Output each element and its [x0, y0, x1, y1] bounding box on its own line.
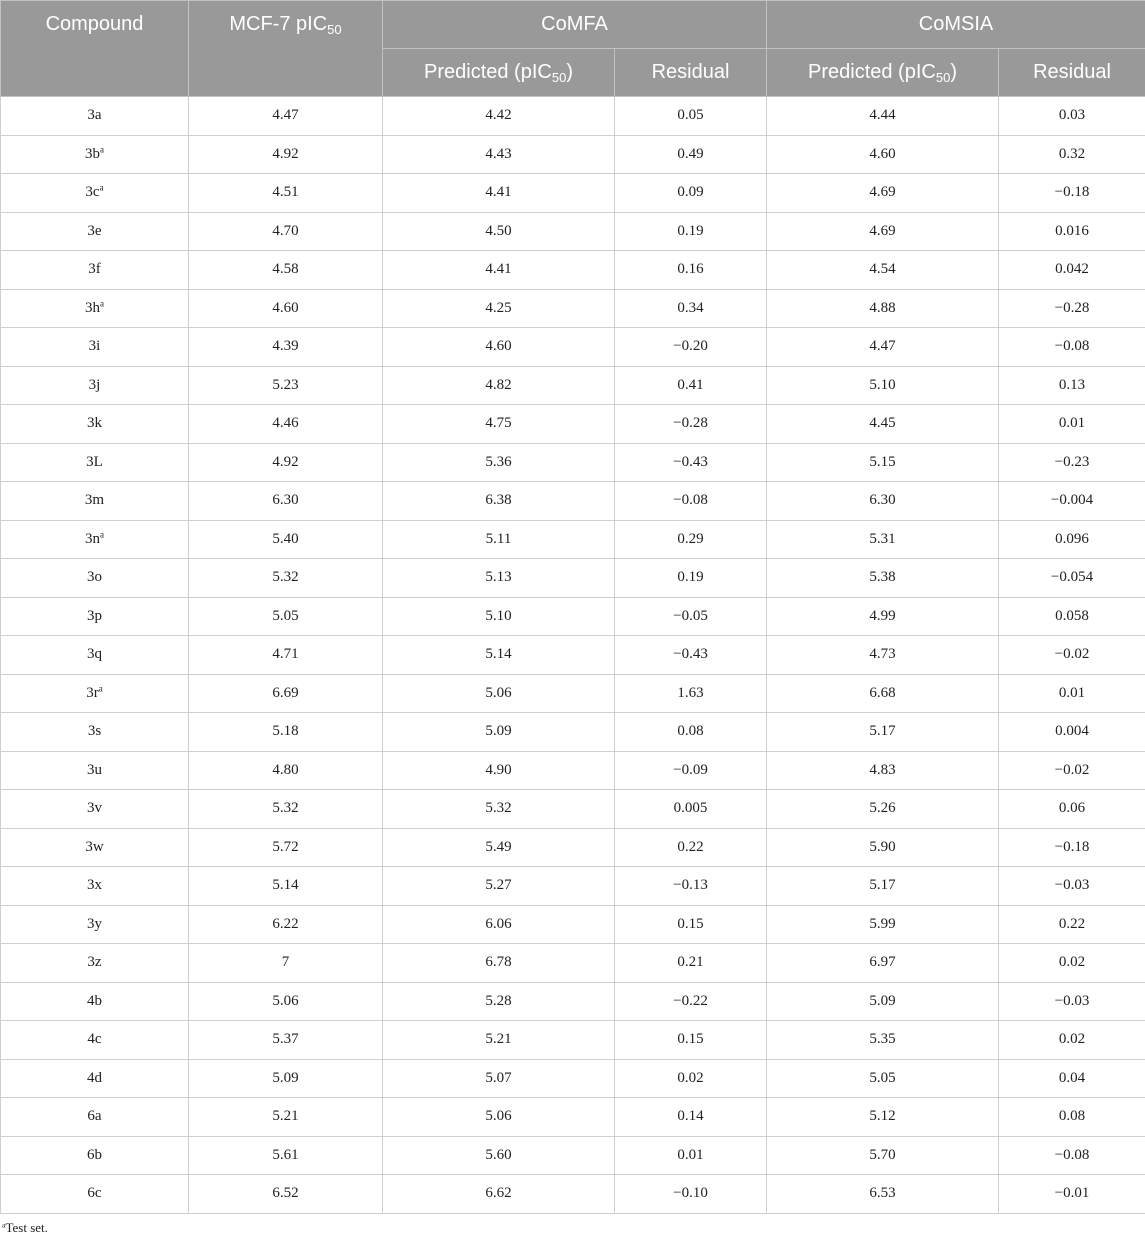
- cell-comsia-predicted: 5.10: [767, 366, 999, 405]
- cell-compound: $3c^a$: [1, 174, 189, 213]
- cell-comsia-residual: 0.06: [999, 790, 1145, 829]
- cell-mcf7: 5.72: [189, 828, 383, 867]
- cell-comsia-predicted: 5.12: [767, 1098, 999, 1137]
- cell-comsia-predicted: 6.68: [767, 674, 999, 713]
- cell-comfa-residual: 0.21: [615, 944, 767, 983]
- cell-comfa-residual: −0.05: [615, 597, 767, 636]
- cell-mcf7: 5.23: [189, 366, 383, 405]
- cell-mcf7: 4.92: [189, 135, 383, 174]
- table-row: [1, 251, 1145, 290]
- cell-comsia-predicted: 4.88: [767, 289, 999, 328]
- table-row: [1, 1098, 1145, 1137]
- cell-comsia-predicted: 5.31: [767, 520, 999, 559]
- table-row: [1, 366, 1145, 405]
- cell-comfa-residual: 0.19: [615, 212, 767, 251]
- cell-comsia-residual: 0.02: [999, 1021, 1145, 1060]
- cell-comsia-residual: 0.016: [999, 212, 1145, 251]
- cell-comfa-predicted: 5.13: [383, 559, 615, 598]
- cell-comfa-predicted: 4.43: [383, 135, 615, 174]
- cell-comsia-predicted: 4.60: [767, 135, 999, 174]
- table-row: [1, 135, 1145, 174]
- footnote: [2, 1220, 48, 1236]
- cell-comfa-predicted: 4.50: [383, 212, 615, 251]
- cell-mcf7: 5.61: [189, 1136, 383, 1175]
- table-row: [1, 405, 1145, 444]
- cell-compound: 3u: [1, 751, 189, 790]
- header-compound: Compound: [1, 1, 189, 97]
- cell-comfa-predicted: 4.25: [383, 289, 615, 328]
- cell-comsia-residual: 0.042: [999, 251, 1145, 290]
- header-mcf7: [189, 1, 383, 97]
- cell-comfa-residual: 0.08: [615, 713, 767, 752]
- cell-comsia-residual: −0.08: [999, 1136, 1145, 1175]
- table-row: [1, 713, 1145, 752]
- cell-comfa-predicted: 5.32: [383, 790, 615, 829]
- cell-mcf7: 5.21: [189, 1098, 383, 1137]
- cell-comsia-residual: 0.13: [999, 366, 1145, 405]
- cell-comsia-residual: −0.03: [999, 867, 1145, 906]
- table-row: [1, 443, 1145, 482]
- cell-compound: 3v: [1, 790, 189, 829]
- cell-comfa-predicted: 5.07: [383, 1059, 615, 1098]
- cell-comsia-residual: 0.22: [999, 905, 1145, 944]
- cell-comsia-predicted: 5.35: [767, 1021, 999, 1060]
- cell-comsia-predicted: 4.47: [767, 328, 999, 367]
- table-body: [1, 97, 1145, 1214]
- cell-comfa-predicted: 5.11: [383, 520, 615, 559]
- test-set-marker: a: [99, 683, 103, 693]
- cell-compound: 3a: [1, 97, 189, 136]
- table-header: [1, 1, 1145, 97]
- cell-mcf7: 4.46: [189, 405, 383, 444]
- cell-comfa-predicted: 5.27: [383, 867, 615, 906]
- cell-mcf7: 5.05: [189, 597, 383, 636]
- cell-compound: 4b: [1, 982, 189, 1021]
- cell-comsia-predicted: 5.17: [767, 713, 999, 752]
- cell-compound: 3p: [1, 597, 189, 636]
- cell-mcf7: 5.14: [189, 867, 383, 906]
- cell-comsia-predicted: 6.53: [767, 1175, 999, 1214]
- cell-compound: 3e: [1, 212, 189, 251]
- cell-comfa-predicted: 5.06: [383, 674, 615, 713]
- cell-mcf7: 5.32: [189, 559, 383, 598]
- table-row: [1, 97, 1145, 136]
- test-set-marker: a: [100, 298, 104, 308]
- cell-compound: $3b^a$: [1, 135, 189, 174]
- cell-comsia-residual: −0.28: [999, 289, 1145, 328]
- header-comsia: CoMSIA: [767, 1, 1145, 49]
- table-row: [1, 905, 1145, 944]
- cell-comsia-predicted: 5.26: [767, 790, 999, 829]
- cell-comfa-residual: 0.29: [615, 520, 767, 559]
- table-row: [1, 751, 1145, 790]
- cell-comsia-predicted: 5.17: [767, 867, 999, 906]
- cell-compound: 3k: [1, 405, 189, 444]
- table-row: [1, 944, 1145, 983]
- cell-comfa-residual: 0.14: [615, 1098, 767, 1137]
- cell-comfa-residual: 0.15: [615, 1021, 767, 1060]
- cell-comfa-residual: −0.10: [615, 1175, 767, 1214]
- table-row: [1, 174, 1145, 213]
- table-row: [1, 520, 1145, 559]
- cell-mcf7: 4.92: [189, 443, 383, 482]
- cell-comsia-predicted: 4.54: [767, 251, 999, 290]
- cell-compound: 3o: [1, 559, 189, 598]
- cell-compound: $3h^a$: [1, 289, 189, 328]
- cell-mcf7: 4.80: [189, 751, 383, 790]
- cell-compound: $3r^a$: [1, 674, 189, 713]
- cell-compound: 3i: [1, 328, 189, 367]
- cell-compound: 6b: [1, 1136, 189, 1175]
- cell-mcf7: 6.22: [189, 905, 383, 944]
- cell-mcf7: 5.18: [189, 713, 383, 752]
- cell-comsia-predicted: 5.15: [767, 443, 999, 482]
- cell-compound: 6a: [1, 1098, 189, 1137]
- table-row: [1, 212, 1145, 251]
- cell-compound: 3q: [1, 636, 189, 675]
- cell-comsia-residual: 0.32: [999, 135, 1145, 174]
- cell-mcf7: 4.70: [189, 212, 383, 251]
- cell-comfa-residual: −0.20: [615, 328, 767, 367]
- cell-comsia-predicted: 5.99: [767, 905, 999, 944]
- cell-mcf7: 5.40: [189, 520, 383, 559]
- table-row: [1, 1175, 1145, 1214]
- table-row: [1, 1059, 1145, 1098]
- table-row: [1, 328, 1145, 367]
- cell-comsia-residual: 0.03: [999, 97, 1145, 136]
- header-mcf7-sub: 50: [327, 22, 341, 37]
- cell-comfa-predicted: 5.28: [383, 982, 615, 1021]
- cell-comfa-residual: 0.16: [615, 251, 767, 290]
- header-comsia-predicted: Predicted (pIC$_{50}$): [767, 49, 999, 97]
- cell-comfa-predicted: 4.82: [383, 366, 615, 405]
- cell-mcf7: 7: [189, 944, 383, 983]
- header-comfa: CoMFA: [383, 1, 767, 49]
- cell-mcf7: 4.60: [189, 289, 383, 328]
- cell-mcf7: 5.37: [189, 1021, 383, 1060]
- cell-comfa-residual: −0.08: [615, 482, 767, 521]
- cell-comfa-predicted: 5.36: [383, 443, 615, 482]
- cell-mcf7: 5.06: [189, 982, 383, 1021]
- cell-comfa-predicted: 6.06: [383, 905, 615, 944]
- cell-comfa-residual: −0.22: [615, 982, 767, 1021]
- header-comsia-residual: Residual: [999, 49, 1145, 97]
- table-row: [1, 1136, 1145, 1175]
- cell-comfa-residual: 1.63: [615, 674, 767, 713]
- cell-compound: 3j: [1, 366, 189, 405]
- cell-comfa-residual: 0.01: [615, 1136, 767, 1175]
- cell-comfa-residual: −0.28: [615, 405, 767, 444]
- cell-comsia-residual: 0.01: [999, 405, 1145, 444]
- cell-compound: 3f: [1, 251, 189, 290]
- cell-comsia-residual: −0.23: [999, 443, 1145, 482]
- cell-comfa-residual: 0.22: [615, 828, 767, 867]
- cell-mcf7: 5.09: [189, 1059, 383, 1098]
- cell-comfa-residual: −0.43: [615, 636, 767, 675]
- cell-comfa-predicted: 4.75: [383, 405, 615, 444]
- cell-compound: $3n^a$: [1, 520, 189, 559]
- cell-comsia-residual: −0.08: [999, 328, 1145, 367]
- cell-comfa-predicted: 4.90: [383, 751, 615, 790]
- cell-comfa-predicted: 4.41: [383, 174, 615, 213]
- cell-mcf7: 6.30: [189, 482, 383, 521]
- cell-compound: 6c: [1, 1175, 189, 1214]
- table-row: [1, 636, 1145, 675]
- cell-comfa-residual: 0.49: [615, 135, 767, 174]
- cell-comfa-residual: −0.13: [615, 867, 767, 906]
- cell-comfa-predicted: 5.14: [383, 636, 615, 675]
- cell-comsia-residual: −0.01: [999, 1175, 1145, 1214]
- cell-comfa-predicted: 5.49: [383, 828, 615, 867]
- cell-comsia-residual: −0.18: [999, 174, 1145, 213]
- cell-compound: 3s: [1, 713, 189, 752]
- cell-comsia-predicted: 6.97: [767, 944, 999, 983]
- cell-comsia-predicted: 5.70: [767, 1136, 999, 1175]
- cell-comfa-predicted: 5.09: [383, 713, 615, 752]
- header-comfa-residual: Residual: [615, 49, 767, 97]
- cell-comsia-predicted: 5.09: [767, 982, 999, 1021]
- table-row: [1, 482, 1145, 521]
- header-comfa-predicted: Predicted (pIC$_{50}$): [383, 49, 615, 97]
- cell-comfa-residual: 0.15: [615, 905, 767, 944]
- footnote-text: Test set.: [5, 1220, 47, 1235]
- cell-comfa-predicted: 4.60: [383, 328, 615, 367]
- test-set-marker: a: [100, 529, 104, 539]
- cell-mcf7: 6.69: [189, 674, 383, 713]
- cell-comsia-predicted: 5.05: [767, 1059, 999, 1098]
- cell-compound: 4c: [1, 1021, 189, 1060]
- cell-comfa-residual: 0.02: [615, 1059, 767, 1098]
- cell-comfa-residual: 0.09: [615, 174, 767, 213]
- cell-comfa-predicted: 5.06: [383, 1098, 615, 1137]
- table-row: [1, 559, 1145, 598]
- cell-comsia-residual: 0.01: [999, 674, 1145, 713]
- cell-comsia-predicted: 4.99: [767, 597, 999, 636]
- cell-comsia-predicted: 5.90: [767, 828, 999, 867]
- cell-comsia-residual: −0.03: [999, 982, 1145, 1021]
- test-set-marker: a: [100, 144, 104, 154]
- cell-comsia-predicted: 5.38: [767, 559, 999, 598]
- cell-comfa-predicted: 4.42: [383, 97, 615, 136]
- table-row: [1, 289, 1145, 328]
- cell-comsia-predicted: 4.83: [767, 751, 999, 790]
- cell-comsia-residual: −0.004: [999, 482, 1145, 521]
- cell-comfa-residual: −0.09: [615, 751, 767, 790]
- cell-mcf7: 5.32: [189, 790, 383, 829]
- cell-comfa-residual: 0.41: [615, 366, 767, 405]
- table-row: [1, 1021, 1145, 1060]
- cell-comsia-predicted: 4.45: [767, 405, 999, 444]
- table-row: [1, 597, 1145, 636]
- cell-comfa-residual: 0.34: [615, 289, 767, 328]
- cell-comsia-predicted: 4.73: [767, 636, 999, 675]
- cell-comfa-predicted: 6.62: [383, 1175, 615, 1214]
- cell-comsia-residual: −0.18: [999, 828, 1145, 867]
- cell-comfa-residual: −0.43: [615, 443, 767, 482]
- cell-mcf7: 4.47: [189, 97, 383, 136]
- cell-comfa-residual: 0.19: [615, 559, 767, 598]
- cell-comfa-predicted: 6.38: [383, 482, 615, 521]
- cell-comfa-residual: 0.005: [615, 790, 767, 829]
- cell-mcf7: 6.52: [189, 1175, 383, 1214]
- cell-comsia-residual: −0.054: [999, 559, 1145, 598]
- table-row: [1, 790, 1145, 829]
- cell-mcf7: 4.51: [189, 174, 383, 213]
- cell-compound: 4d: [1, 1059, 189, 1098]
- cell-comfa-predicted: 6.78: [383, 944, 615, 983]
- cell-comfa-predicted: 5.21: [383, 1021, 615, 1060]
- table-row: [1, 982, 1145, 1021]
- cell-compound: 3L: [1, 443, 189, 482]
- table-row: [1, 828, 1145, 867]
- cell-comsia-residual: 0.004: [999, 713, 1145, 752]
- table-row: [1, 867, 1145, 906]
- header-mcf7-label: MCF-7 pIC: [229, 13, 327, 35]
- table-row: [1, 674, 1145, 713]
- cell-comsia-predicted: 6.30: [767, 482, 999, 521]
- cell-comsia-predicted: 4.44: [767, 97, 999, 136]
- test-set-marker: a: [100, 183, 104, 193]
- cell-comsia-residual: 0.04: [999, 1059, 1145, 1098]
- cell-comfa-predicted: 5.10: [383, 597, 615, 636]
- cell-compound: 3m: [1, 482, 189, 521]
- cell-comsia-residual: 0.02: [999, 944, 1145, 983]
- cell-compound: 3y: [1, 905, 189, 944]
- cell-mcf7: 4.58: [189, 251, 383, 290]
- cell-comfa-residual: 0.05: [615, 97, 767, 136]
- cell-compound: 3x: [1, 867, 189, 906]
- cell-mcf7: 4.39: [189, 328, 383, 367]
- cell-comfa-predicted: 5.60: [383, 1136, 615, 1175]
- cell-comsia-predicted: 4.69: [767, 174, 999, 213]
- cell-comsia-residual: 0.096: [999, 520, 1145, 559]
- cell-comfa-predicted: 4.41: [383, 251, 615, 290]
- cell-comsia-residual: 0.08: [999, 1098, 1145, 1137]
- cell-compound: 3z: [1, 944, 189, 983]
- cell-comsia-predicted: 4.69: [767, 212, 999, 251]
- cell-compound: 3w: [1, 828, 189, 867]
- cell-comsia-residual: 0.058: [999, 597, 1145, 636]
- cell-comsia-residual: −0.02: [999, 751, 1145, 790]
- cell-comsia-residual: −0.02: [999, 636, 1145, 675]
- cell-mcf7: 4.71: [189, 636, 383, 675]
- footnote-marker: a: [2, 1220, 5, 1229]
